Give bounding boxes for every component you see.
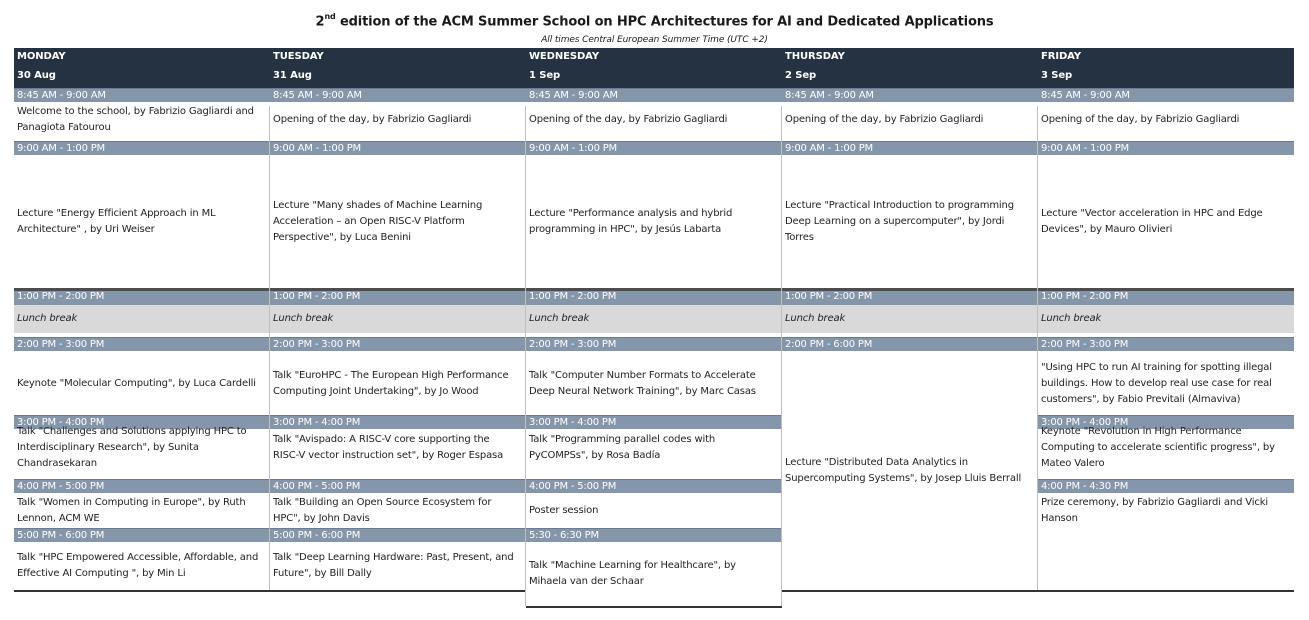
session-cell [14,425,270,469]
session-cell [1038,155,1294,288]
session-cell [526,352,782,416]
session-text: Keynote "Molecular Computing", by Luca Cardelli [17,378,256,389]
time-slot: 3:00 PM - 4:00 PM [270,415,526,429]
time-slot: 9:00 AM - 1:00 PM [526,141,782,155]
page-title: 2nd edition of the ACM Summer School on HPC Architectures for AI and Dedicated Applications [315,12,994,30]
time-slot: 4:00 PM - 5:00 PM [270,479,526,493]
date-header: 3 Sep [1038,66,1294,88]
session-cell [14,352,270,416]
time-slot: 1:00 PM - 2:00 PM [782,288,1038,305]
column-divider [525,106,526,606]
session-text: Lecture "Practical Introduction to programming Deep Learning on a supercomputer", by Jordi Torres [785,199,1014,243]
date-header: 2 Sep [782,66,1038,88]
time-slot: 2:00 PM - 3:00 PM [1038,337,1294,351]
session-text: "Using HPC to run AI training for spotting illegal buildings. How to develop real use case for real customers", by Fabio Previtali (Almaviva) [1041,362,1272,405]
time-slot: 9:00 AM - 1:00 PM [782,141,1038,155]
column-bottom-rule [270,590,526,592]
session-text: Talk "Computer Number Formats to Accelerate Deep Neural Network Training", by Marc Casas [529,370,756,397]
schedule-table [14,48,1294,608]
session-cell [270,155,526,288]
session-text: Welcome to the school, by Fabrizio Gagliardi and Panagiota Fatourou [17,105,254,133]
day-header: THURSDAY [782,48,1038,66]
session-text: Lunch break [785,313,846,324]
session-text: Lunch break [529,313,590,324]
time-slot: 8:45 AM - 9:00 AM [1038,88,1294,102]
session-text: Lecture "Distributed Data Analytics in Supercomputing Systems", by Josep Lluis Berrall [785,456,1022,484]
lunch-break-cell [1038,305,1294,333]
column-bottom-rule [526,606,782,608]
session-cell [270,429,526,466]
session-text: Lunch break [273,313,334,324]
session-cell [526,493,782,529]
column-bottom-rule [14,590,270,592]
time-slot: 8:45 AM - 9:00 AM [782,88,1038,102]
session-text: Lunch break [17,313,78,324]
time-slot: 1:00 PM - 2:00 PM [270,288,526,305]
page-subtitle: All times Central European Summer Time (UTC +2) [541,35,768,45]
session-cell [270,542,526,590]
time-slot: 4:00 PM - 5:00 PM [526,479,782,493]
session-text: Lunch break [1041,313,1102,324]
time-slot: 8:45 AM - 9:00 AM [526,88,782,102]
lunch-break-cell [782,305,1038,333]
session-cell [526,429,782,466]
time-slot: 2:00 PM - 6:00 PM [782,337,1038,351]
column-divider [269,106,270,590]
session-text: Talk "Machine Learning for Healthcare", by Mihaela van der Schaar [529,560,736,587]
session-text: Talk "Women in Computing in Europe", by Ruth Lennon, ACM WE [17,497,246,524]
session-cell [782,102,1038,137]
lunch-break-cell [270,305,526,333]
time-slot: 9:00 AM - 1:00 PM [270,141,526,155]
day-header: TUESDAY [270,48,526,66]
session-text: Opening of the day, by Fabrizio Gagliardi [1041,113,1240,125]
time-slot: 9:00 AM - 1:00 PM [14,141,270,155]
time-slot: 8:45 AM - 9:00 AM [14,88,270,102]
session-cell [1038,425,1294,469]
date-header: 30 Aug [14,66,270,88]
day-header: MONDAY [14,48,270,66]
time-slot: 1:00 PM - 2:00 PM [14,288,270,305]
session-text: Talk "Building an Open Source Ecosystem for HPC", by John Davis [273,497,492,524]
session-cell [782,352,1038,589]
column-divider [781,106,782,606]
time-slot: 5:30 - 6:30 PM [526,528,782,542]
session-text: Talk "HPC Empowered Accessible, Affordable, and Effective AI Computing ", by Min Li [17,552,259,579]
day-header: WEDNESDAY [526,48,782,66]
session-text: Talk "Programming parallel codes with PyCOMPSs", by Rosa Badía [529,433,716,461]
time-slot: 5:00 PM - 6:00 PM [270,528,526,542]
time-slot: 9:00 AM - 1:00 PM [1038,141,1294,155]
day-header: FRIDAY [1038,48,1294,66]
session-text: Opening of the day, by Fabrizio Gagliardi [785,113,984,125]
lunch-break-cell [526,305,782,333]
session-cell [270,493,526,529]
session-text: Opening of the day, by Fabrizio Gagliardi [529,113,728,125]
time-slot: 3:00 PM - 4:00 PM [14,415,270,429]
session-cell [526,155,782,288]
time-slot: 1:00 PM - 2:00 PM [1038,288,1294,305]
session-text: Lecture "Energy Efficient Approach in ML Architecture" , by Uri Weiser [17,207,216,235]
session-text: Prize ceremony, by Fabrizio Gagliardi and Vicki Hanson [1041,497,1269,524]
column-bottom-rule [1038,590,1294,592]
time-slot: 2:00 PM - 3:00 PM [526,337,782,351]
session-cell [14,542,270,590]
time-slot: 8:45 AM - 9:00 AM [270,88,526,102]
time-slot: 5:00 PM - 6:00 PM [14,528,270,542]
session-cell [270,352,526,416]
session-cell [1038,352,1294,416]
session-cell [782,155,1038,288]
session-cell [1038,102,1294,137]
session-text: Talk "EuroHPC - The European High Performance Computing Joint Undertaking", by Jo Wood [273,370,509,397]
session-text: Keynote "Revolution in High Performance Computing to accelerate scientific progress", by Mateo Valero [1041,425,1275,469]
date-header: 31 Aug [270,66,526,88]
session-text: Lecture "Vector acceleration in HPC and Edge Devices", by Mauro Olivieri [1041,207,1263,235]
time-slot: 3:00 PM - 4:00 PM [526,415,782,429]
time-slot: 3:00 PM - 4:00 PM [1038,415,1294,429]
column-divider [1037,106,1038,590]
session-text: Poster session [529,505,599,516]
time-slot: 4:00 PM - 5:00 PM [14,479,270,493]
session-text: Lecture "Performance analysis and hybrid programming in HPC", by Jesús Labarta [529,207,733,235]
time-slot: 2:00 PM - 3:00 PM [270,337,526,351]
session-text: Opening of the day, by Fabrizio Gagliardi [273,113,472,125]
session-cell [526,542,782,606]
time-slot: 1:00 PM - 2:00 PM [526,288,782,305]
session-text: Lecture "Many shades of Machine Learning Acceleration – an Open RISC-V Platform Perspective", by Luca Benini [273,199,483,243]
session-cell [14,493,270,529]
session-text: Talk "Avispado: A RISC-V core supporting the RISC-V vector instruction set", by Roger Espasa [273,433,504,461]
time-slot: 2:00 PM - 3:00 PM [14,337,270,351]
session-cell [1038,493,1294,529]
session-cell [14,155,270,288]
session-cell [270,102,526,137]
lunch-break-cell [14,305,270,333]
session-text: Talk "Challenges and Solutions applying HPC to Interdisciplinary Research", by Sunita Chandrasekaran [17,425,247,469]
column-bottom-rule [782,590,1038,592]
session-cell [14,102,270,137]
time-slot: 4:00 PM - 4:30 PM [1038,479,1294,493]
session-cell [526,102,782,137]
date-header: 1 Sep [526,66,782,88]
session-text: Talk "Deep Learning Hardware: Past, Present, and Future", by Bill Dally [273,552,514,579]
